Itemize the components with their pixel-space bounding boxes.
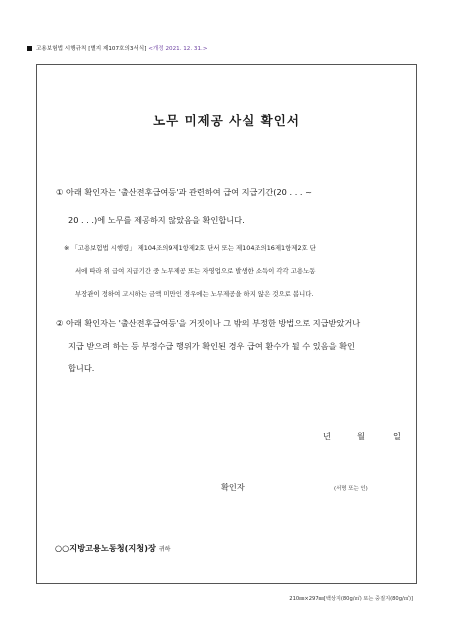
- date-month-label: 월: [357, 431, 365, 441]
- document-title: 노무 미제공 사실 확인서: [153, 113, 300, 128]
- paragraph-1-line-2: 20 . . .)에 노무를 제공하지 않았음을 확인합니다.: [68, 215, 245, 225]
- addressee: [55, 543, 170, 554]
- paragraph-2-line-1: ② 아래 확인자는 '출산전후급여등'을 거짓이나 그 밖의 부정한 방법으로 지급받았거나: [56, 318, 361, 328]
- revision-date: <개정 2021. 12. 31.>: [148, 46, 208, 52]
- confirmer-label: 확인자: [221, 482, 245, 492]
- square-bullet-icon: [27, 46, 32, 51]
- form-header: [27, 44, 208, 52]
- date-day-label: 일: [393, 431, 401, 441]
- addressee-honorific: 귀하: [158, 546, 171, 553]
- date-year-label: 년: [323, 431, 331, 441]
- paragraph-2-line-2: 지급 받으려 하는 등 부정수급 행위가 확인된 경우 급여 환수가 될 수 있음을 확인: [68, 341, 355, 351]
- paragraph-2-line-3: 합니다.: [68, 363, 95, 373]
- paper-spec-footer: 210㎜×297㎜[백상지(80g/㎡) 또는 중질지(80g/㎡)]: [289, 596, 413, 602]
- signature-note: (서명 또는 인): [334, 486, 368, 492]
- form-header-prefix: 고용보험법 시행규칙 [별지 제107호의3서식]: [36, 46, 147, 52]
- note-line-2: 서에 따라 위 급여 지급기간 중 노무제공 또는 자영업으로 발생한 소득이 각각 고용노동: [75, 267, 316, 275]
- addressee-name: ○○지방고용노동청(지청)장: [55, 543, 156, 553]
- note-line-3: 부장관이 정하여 고시하는 금액 미만인 경우에는 노무제공을 하지 않은 것으로 봅니다.: [75, 290, 314, 298]
- paragraph-1-line-1: ① 아래 확인자는 '출산전후급여등'과 관련하여 급여 지급기간(20 . . . ~: [56, 187, 312, 197]
- note-line-1: ※ 「고용보험법 시행령」 제104조의9제1항제2호 단서 또는 제104조의16제1항제2호 단: [64, 244, 316, 252]
